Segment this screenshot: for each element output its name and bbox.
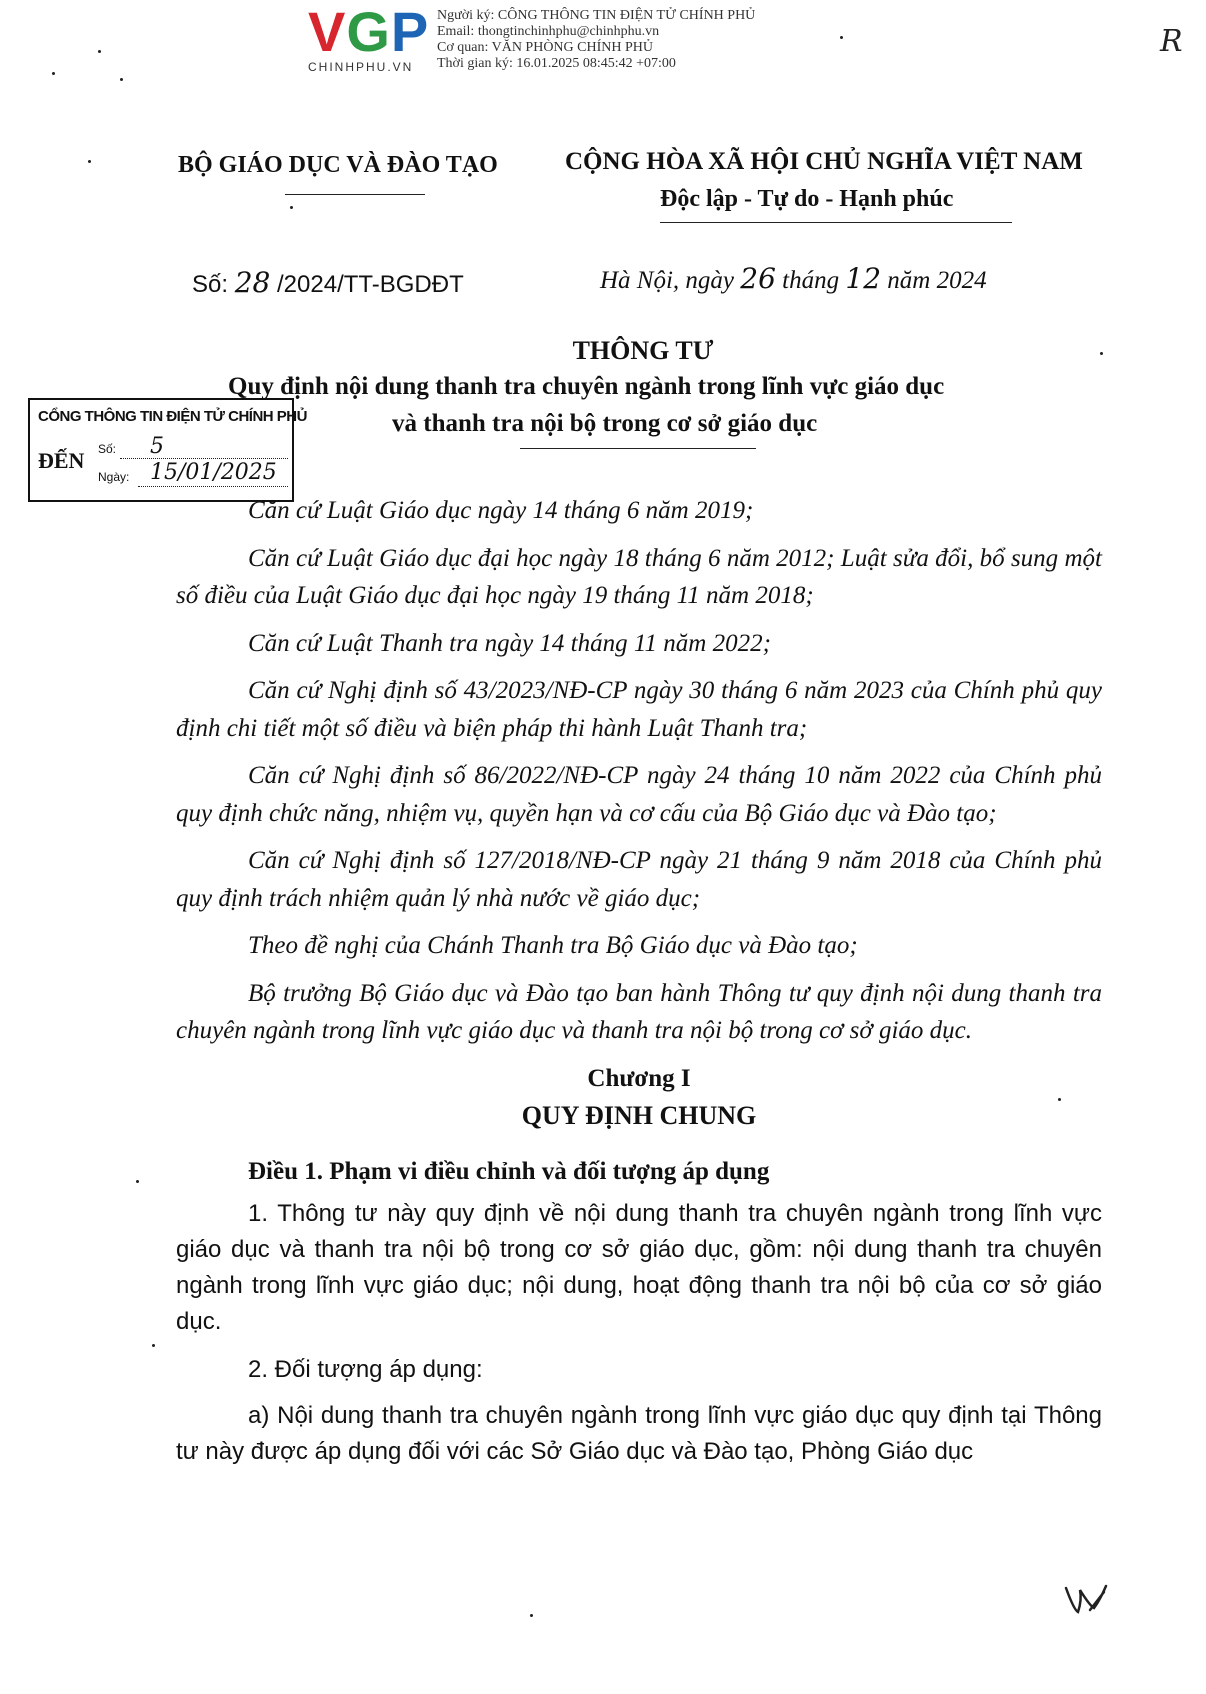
scan-speck xyxy=(290,206,293,209)
signer-line: Người ký: CÔNG THÔNG TIN ĐIỆN TỬ CHÍNH PHỦ xyxy=(437,8,756,23)
article-1-heading: Điều 1. Phạm vi điều chỉnh và đối tượng áp dụng xyxy=(248,1157,770,1185)
title-underline xyxy=(520,448,756,449)
legal-basis-6: Căn cứ Nghị định số 127/2018/NĐ-CP ngày 21 tháng 9 năm 2018 của Chính phủ quy định trách nhiệm quản lý nhà nước về giáo dục; xyxy=(176,847,1102,912)
legal-basis-1: Căn cứ Luật Giáo dục ngày 14 tháng 6 năm 2019; xyxy=(248,497,754,524)
stamp-so-label: Số: xyxy=(98,442,117,456)
legal-basis-8: Bộ trưởng Bộ Giáo dục và Đào tạo ban hành Thông tư quy định nội dung thanh tra chuyên ngành trong lĩnh vực giáo dục và thanh tra nội bộ trong cơ sở giáo dục. xyxy=(176,979,1102,1044)
scan-speck xyxy=(1100,352,1103,355)
motto-underline xyxy=(660,222,1012,223)
scan-speck xyxy=(840,36,843,39)
scan-speck xyxy=(88,160,91,163)
vgp-logo xyxy=(308,2,428,72)
vgp-logo-letters: VGP xyxy=(308,0,430,63)
national-motto: Độc lập - Tự do - Hạnh phúc xyxy=(660,186,954,212)
article-1-clause-2: 2. Đối tượng áp dụng: xyxy=(248,1356,483,1383)
document-title-line1: Quy định nội dung thanh tra chuyên ngành trong lĩnh vực giáo dục xyxy=(228,373,945,400)
legal-basis-4: Căn cứ Nghị định số 43/2023/NĐ-CP ngày 30 tháng 6 năm 2023 của Chính phủ quy định chi tiết một số điều và biện pháp thi hành Luật Thanh tra; xyxy=(176,677,1102,742)
nation-name: CỘNG HÒA XÃ HỘI CHỦ NGHĨA VIỆT NAM xyxy=(565,148,1083,175)
date-day-handwritten: 26 xyxy=(740,262,776,295)
date-year: năm 2024 xyxy=(887,267,987,294)
article-1-clause-1: 1. Thông tư này quy định về nội dung thanh tra chuyên ngành trong lĩnh vực giáo dục và thanh tra nội bộ trong cơ sở giáo dục, gồm: nội dung thanh tra chuyên ngành trong lĩnh vực giáo dục; nội dung, hoạt động thanh tra nội bộ của cơ sở giáo dục. xyxy=(176,1200,1102,1335)
article-1-clause-2a: a) Nội dung thanh tra chuyên ngành trong lĩnh vực giáo dục quy định tại Thông tư này được áp dụng đối với các Sở Giáo dục và Đào tạo, Phòng Giáo dục xyxy=(176,1402,1102,1465)
agency-line: Cơ quan: VĂN PHÒNG CHÍNH PHỦ xyxy=(437,40,653,55)
stamp-so-value: 5 xyxy=(150,434,164,459)
document-number xyxy=(192,266,464,299)
date-prefix: Hà Nội, ngày xyxy=(600,267,735,294)
document-type: THÔNG TƯ xyxy=(572,336,714,365)
scan-speck xyxy=(530,1614,533,1617)
stamp-agency: CỔNG THÔNG TIN ĐIỆN TỬ CHÍNH PHỦ xyxy=(38,408,307,425)
so-label: Số: xyxy=(192,271,229,298)
scan-speck xyxy=(52,72,55,75)
document-title-line2: và thanh tra nội bộ trong cơ sở giáo dục xyxy=(392,410,818,437)
handwritten-initials xyxy=(1060,1580,1110,1629)
legal-basis-2: Căn cứ Luật Giáo dục đại học ngày 18 tháng 6 năm 2012; Luật sửa đổi, bổ sung một số điều của Luật Giáo dục đại học ngày 19 tháng 11 năm 2018; xyxy=(176,544,1102,609)
received-stamp xyxy=(28,398,307,502)
so-number-handwritten: 28 xyxy=(234,266,271,299)
so-suffix: /2024/TT-BGDĐT xyxy=(277,271,464,298)
vgp-logo-sub: CHINHPHU.VN xyxy=(308,60,414,74)
chapter-title: QUY ĐỊNH CHUNG xyxy=(521,1101,757,1130)
digital-signature-info xyxy=(437,8,755,72)
ministry-name: BỘ GIÁO DỤC VÀ ĐÀO TẠO xyxy=(178,152,498,178)
page-handwritten-mark: R xyxy=(1160,24,1183,59)
sign-time-line: Thời gian ký: 16.01.2025 08:45:42 +07:00 xyxy=(437,56,676,71)
issue-date xyxy=(600,262,987,295)
date-month-handwritten: 12 xyxy=(845,262,882,295)
legal-basis-3: Căn cứ Luật Thanh tra ngày 14 tháng 11 năm 2022; xyxy=(248,629,771,657)
date-month-label: tháng xyxy=(782,267,840,294)
scan-speck xyxy=(98,50,101,53)
stamp-ngay-value: 15/01/2025 xyxy=(150,460,277,485)
initials-scribble-icon xyxy=(1060,1580,1110,1620)
stamp-so-dotted-line xyxy=(120,458,288,459)
scan-speck xyxy=(152,1344,155,1347)
stamp-ngay-dotted-line xyxy=(138,486,288,487)
document-body xyxy=(176,492,1102,1482)
legal-basis-5: Căn cứ Nghị định số 86/2022/NĐ-CP ngày 24 tháng 10 năm 2022 của Chính phủ quy định chức năng, nhiệm vụ, quyền hạn và cơ cấu của Bộ Giáo dục và Đào tạo; xyxy=(176,762,1102,827)
chapter-number: Chương I xyxy=(587,1064,691,1092)
scan-speck xyxy=(120,78,123,81)
stamp-ngay-label: Ngày: xyxy=(98,470,130,484)
stamp-den: ĐẾN xyxy=(38,448,85,473)
scan-speck xyxy=(1058,1098,1061,1101)
email-line: Email: thongtinchinhphu@chinhphu.vn xyxy=(437,24,660,39)
ministry-underline xyxy=(285,194,425,195)
scan-speck xyxy=(136,1180,139,1183)
legal-basis-7: Theo đề nghị của Chánh Thanh tra Bộ Giáo dục và Đào tạo; xyxy=(248,932,858,959)
